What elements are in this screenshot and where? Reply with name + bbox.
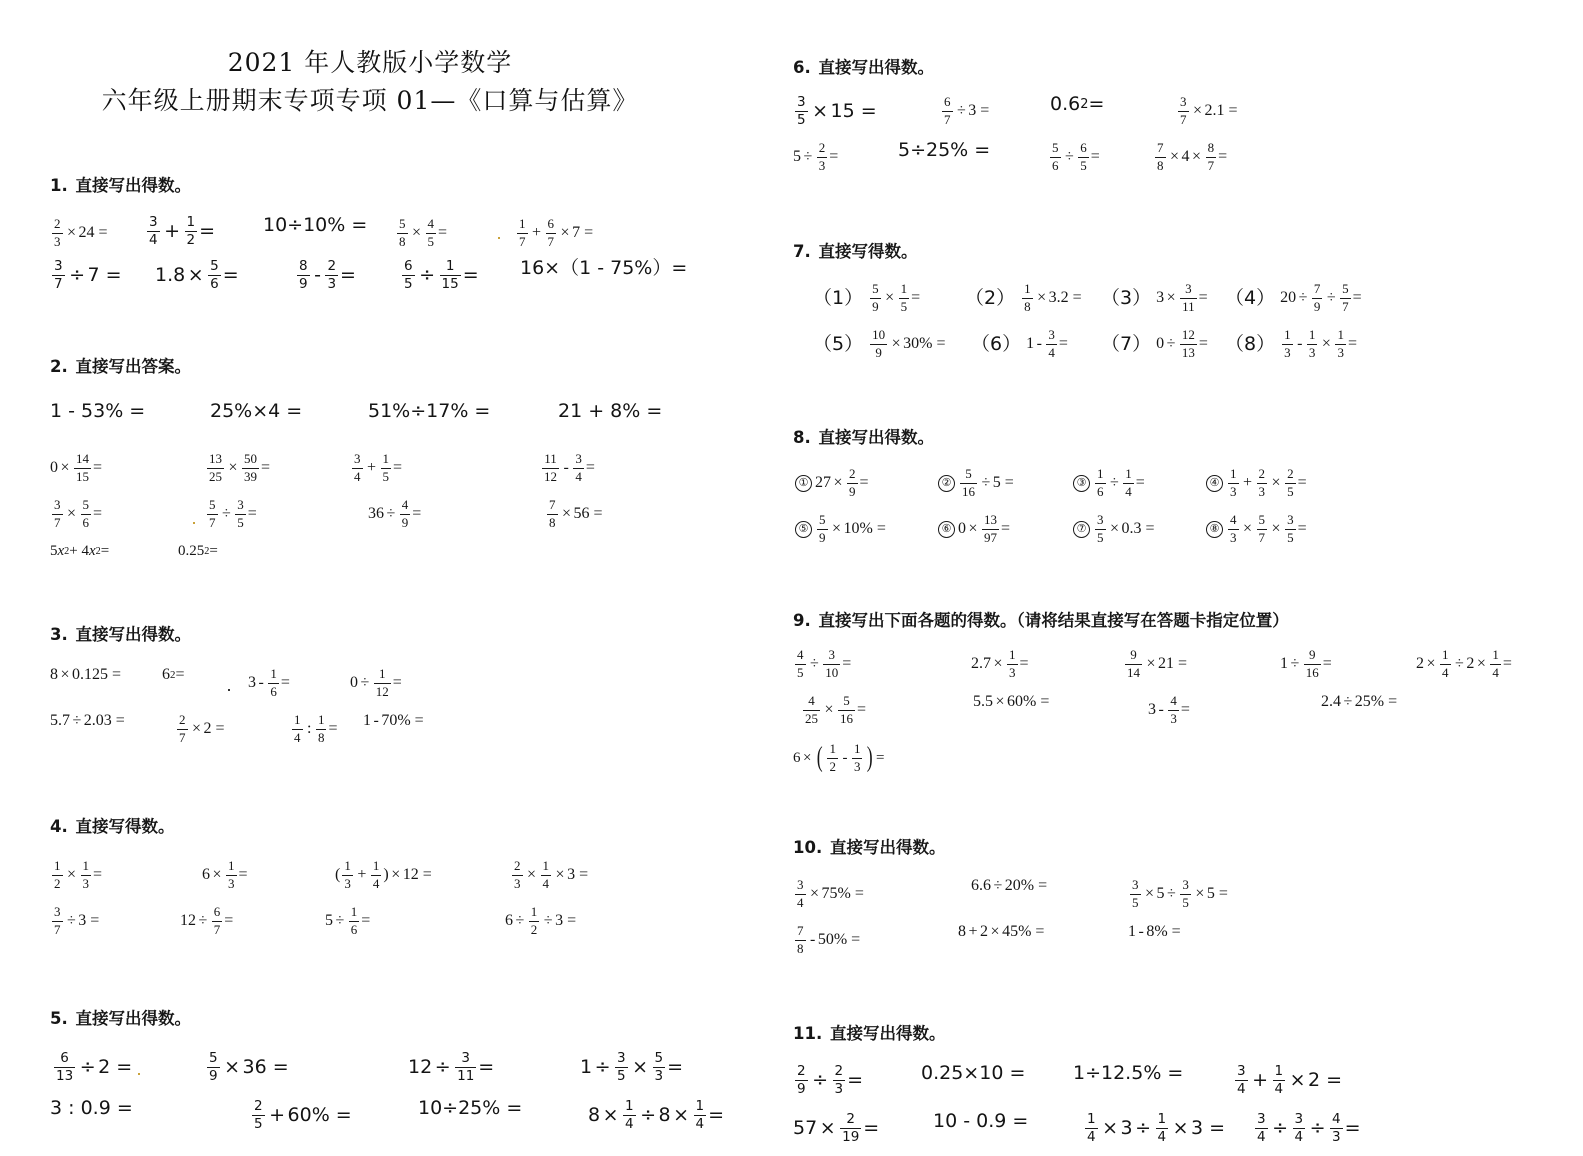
problem-item: 8 × $\frac{1}{4}$ ÷ 8 × $\frac{1}{4}$ = xyxy=(588,1098,725,1133)
problem-item: 1 - 70% = xyxy=(363,712,424,729)
problem-item: （6） 1 - $\frac{3}{4}$ = xyxy=(971,327,1068,360)
problem-item: 16×（1 - 75%）= xyxy=(520,257,688,279)
problem-item: ( $\frac{1}{3}$ + $\frac{1}{4}$ ) × 12 = xyxy=(335,858,432,891)
problem-row xyxy=(793,282,1553,326)
problem-row xyxy=(50,1051,750,1095)
problem-item: （4） 20 ÷ $\frac{7}{9}$ ÷ $\frac{5}{7}$ = xyxy=(1225,281,1362,314)
problem-item: （5） $\frac{10}{9}$ × 30% = xyxy=(813,327,946,360)
problem-item: $\frac{2}{9}$ ÷ $\frac{2}{3}$ = xyxy=(797,1063,864,1098)
problem-label: （4） xyxy=(1225,286,1276,309)
problem-item: $\frac{4}{5}$ ÷ $\frac{3}{10}$ = xyxy=(797,647,852,680)
problem-item: ③ $\frac{1}{6}$ ÷ $\frac{1}{4}$ = xyxy=(1073,467,1145,499)
problem-item: $\frac{3}{7}$ ÷ 3 = xyxy=(54,904,100,937)
problem-item: $\frac{5}{7}$ ÷ $\frac{3}{5}$ = xyxy=(209,497,257,530)
problem-item: （1） $\frac{5}{9}$ × $\frac{1}{5}$ = xyxy=(813,281,921,314)
problem-item: 36 ÷ $\frac{4}{9}$ = xyxy=(368,497,422,530)
problem-label: ⑦ xyxy=(1073,521,1090,538)
problem-item: $\frac{3}{4}$ × 75% = xyxy=(797,877,864,910)
problem-item: 0.6 2 = xyxy=(1050,93,1105,115)
problem-item: 3 : 0.9 = xyxy=(50,1097,133,1119)
problem-item: 5.7 ÷ 2.03 = xyxy=(50,712,125,729)
problem-item: $\frac{2}{7}$ × 2 = xyxy=(179,712,225,745)
section-heading-6: 6. 直接写出得数。 xyxy=(793,58,934,77)
problem-item: （3） 3 × $\frac{3}{11}$ = xyxy=(1101,281,1208,314)
problem-item: （8） $\frac{1}{3}$ - $\frac{1}{3}$ × $\frac{1}{3}$ = xyxy=(1225,327,1357,360)
problem-item: $\frac{1}{2}$ × $\frac{1}{3}$ = xyxy=(54,858,103,891)
title-line-2: 六年级上册期末专项专项 01—《口算与估算》 xyxy=(101,86,639,115)
problem-label: ⑤ xyxy=(795,521,812,538)
problem-item: $\frac{6}{7}$ ÷ 3 = xyxy=(944,94,990,127)
problem-row xyxy=(793,95,1553,139)
problem-item: $\frac{7}{8}$ × 56 = xyxy=(549,497,603,530)
problem-item: 1÷12.5% = xyxy=(1073,1062,1184,1084)
problem-item: $\frac{2}{3}$ × $\frac{1}{4}$ × 3 = xyxy=(514,858,589,891)
problem-item: 2.7 × $\frac{1}{3}$ = xyxy=(971,647,1029,680)
problem-item: 5 ÷ $\frac{1}{6}$ = xyxy=(325,904,371,937)
problem-item: $\frac{3}{4}$ + $\frac{1}{4}$ × 2 = xyxy=(1237,1063,1343,1098)
problem-item: 6.6 ÷ 20% = xyxy=(971,877,1048,894)
section-heading-8: 8. 直接写出得数。 xyxy=(793,428,934,447)
problem-item: 5÷25% = xyxy=(898,139,991,161)
problem-item: （2） $\frac{1}{8}$ × 3.2 = xyxy=(965,281,1082,314)
problem-item: $\frac{3}{5}$ × 5 ÷ $\frac{3}{5}$ × 5 = xyxy=(1132,877,1228,910)
problem-item: $\frac{3}{7}$ × $\frac{5}{6}$ = xyxy=(54,497,103,530)
problem-row xyxy=(50,1099,750,1143)
problem-row xyxy=(50,402,750,446)
problem-item: 0.25 2 = xyxy=(178,543,218,559)
problem-label: ⑧ xyxy=(1206,521,1223,538)
problem-item: $\frac{1}{4}$ × 3 ÷ $\frac{1}{4}$ × 3 = xyxy=(1087,1111,1226,1146)
problem-row xyxy=(50,452,750,496)
section-heading-4: 4. 直接写得数。 xyxy=(50,817,175,836)
problem-item: （7） 0 ÷ $\frac{12}{13}$ = xyxy=(1101,327,1208,360)
problem-row xyxy=(50,215,750,259)
problem-label: （8） xyxy=(1225,332,1276,355)
problem-item: $\frac{3}{4}$ + $\frac{1}{2}$ = xyxy=(149,214,216,249)
section-heading-5: 5. 直接写出得数。 xyxy=(50,1009,191,1028)
problem-item: 2 × $\frac{1}{4}$ ÷ 2 × $\frac{1}{4}$ = xyxy=(1416,647,1512,680)
problem-item: 21 + 8% = xyxy=(558,400,663,422)
section-heading-2: 2. 直接写出答案。 xyxy=(50,357,191,376)
title-line-1: 2021 年人教版小学数学 xyxy=(227,48,513,77)
problem-item: 51%÷17% = xyxy=(368,400,491,422)
problem-item: $\frac{5}{6}$ ÷ $\frac{6}{5}$ = xyxy=(1052,140,1100,173)
problem-item: 3 - $\frac{1}{6}$ = xyxy=(248,666,290,699)
problem-item: $\frac{7}{8}$ - 50% = xyxy=(797,923,861,956)
problem-row xyxy=(50,259,750,303)
problem-item: $\frac{3}{7}$ ÷ 7 = xyxy=(54,258,122,293)
problem-item: 57 × $\frac{2}{19}$ = xyxy=(793,1111,880,1146)
problem-item: $\frac{1}{4}$ : $\frac{1}{8}$ = xyxy=(294,712,338,745)
problem-item: $\frac{2}{3}$ × 24 = xyxy=(54,216,108,249)
problem-row xyxy=(793,1112,1553,1156)
problem-label: ② xyxy=(938,475,955,492)
problem-item: 6 ÷ $\frac{1}{2}$ ÷ 3 = xyxy=(505,904,577,937)
problem-item: $\frac{3}{5}$ × 15 = xyxy=(797,94,877,129)
problem-item: $\frac{1}{7}$ + $\frac{6}{7}$ × 7 = xyxy=(519,216,594,249)
problem-item: ⑧ $\frac{4}{3}$ × $\frac{5}{7}$ × $\frac{3}{5}$ = xyxy=(1206,513,1307,545)
problem-item: ⑥ 0 × $\frac{13}{97}$ = xyxy=(938,513,1010,545)
problem-item: $\frac{3}{4}$ ÷ $\frac{3}{4}$ ÷ $\frac{4}{3}$ = xyxy=(1257,1111,1361,1146)
section-heading-9: 9. 直接写出下面各题的得数。（请将结果直接写在答题卡指定位置） xyxy=(793,611,1289,630)
problem-row xyxy=(50,667,750,711)
problem-item: 5 x 2 + 4 x 2 = xyxy=(50,543,110,559)
problem-item: 8 + 2 × 45% = xyxy=(958,923,1045,940)
problem-item: $\frac{7}{8}$ × 4 × $\frac{8}{7}$ = xyxy=(1157,140,1228,173)
problem-item: 0.25×10 = xyxy=(921,1062,1026,1084)
problem-row xyxy=(50,859,750,903)
problem-item: $\frac{3}{7}$ × 2.1 = xyxy=(1180,94,1238,127)
section-heading-1: 1. 直接写出得数。 xyxy=(50,176,191,195)
problem-label: （1） xyxy=(813,286,864,309)
problem-item: 1 - 8% = xyxy=(1128,923,1181,940)
problem-item: 8 × 0.125 = xyxy=(50,666,122,683)
problem-row xyxy=(793,141,1553,185)
problem-item: 0 ÷ $\frac{1}{12}$ = xyxy=(350,666,402,699)
section-heading-3: 3. 直接写出得数。 xyxy=(50,625,191,644)
problem-label: （6） xyxy=(971,332,1022,355)
left-column xyxy=(50,0,750,1143)
problem-row xyxy=(793,742,1553,786)
problem-item: 12 ÷ $\frac{6}{7}$ = xyxy=(180,904,234,937)
problem-item: 25%×4 = xyxy=(210,400,303,422)
problem-row xyxy=(793,648,1553,692)
problem-item: 2.4 ÷ 25% = xyxy=(1321,693,1398,710)
problem-item: ② $\frac{5}{16}$ ÷ 5 = xyxy=(938,467,1014,499)
problem-row xyxy=(50,713,750,757)
problem-item: 6 × $\frac{1}{3}$ = xyxy=(202,858,248,891)
problem-row xyxy=(50,905,750,949)
right-column xyxy=(793,0,1553,1156)
problem-row xyxy=(50,544,750,574)
section-heading-7: 7. 直接写得数。 xyxy=(793,242,918,261)
problem-label: ③ xyxy=(1073,475,1090,492)
problem-label: （5） xyxy=(813,332,864,355)
problem-item: $\frac{9}{14}$ × 21 = xyxy=(1127,647,1188,680)
problem-item: 1 ÷ $\frac{3}{5}$ × $\frac{5}{3}$ = xyxy=(580,1050,684,1085)
problem-item: 5.5 × 60% = xyxy=(973,693,1050,710)
problem-item: $\frac{11}{12}$ - $\frac{3}{4}$ = xyxy=(544,451,595,484)
document-title xyxy=(50,44,690,120)
problem-label: ⑥ xyxy=(938,521,955,538)
problem-label: ④ xyxy=(1206,475,1223,492)
problem-item: 0 × $\frac{14}{15}$ = xyxy=(50,451,103,484)
problem-row xyxy=(793,1064,1553,1108)
section-heading-11: 11. 直接写出得数。 xyxy=(793,1024,946,1043)
problem-item: 5 ÷ $\frac{2}{3}$ = xyxy=(793,140,839,173)
problem-label: ① xyxy=(795,475,812,492)
problem-item: 10÷10% = xyxy=(263,214,368,236)
problem-item: 1 ÷ $\frac{9}{16}$ = xyxy=(1280,647,1332,680)
problem-row xyxy=(793,694,1553,738)
problem-item: $\frac{6}{13}$ ÷ 2 = xyxy=(56,1050,133,1085)
problem-row xyxy=(793,924,1553,968)
problem-item: ⑤ $\frac{5}{9}$ × 10% = xyxy=(795,513,886,545)
problem-row xyxy=(50,498,750,542)
problem-row xyxy=(793,328,1553,372)
problem-item: $\frac{8}{9}$ - $\frac{2}{3}$ = xyxy=(299,258,356,293)
problem-item: $\frac{2}{5}$ + 60% = xyxy=(254,1098,352,1133)
problem-item: 6 2 = xyxy=(162,666,185,683)
problem-item: $\frac{5}{9}$ × 36 = xyxy=(209,1050,289,1085)
problem-item: 3 - $\frac{4}{3}$ = xyxy=(1148,693,1190,726)
problem-item: 1 - 53% = xyxy=(50,400,146,422)
problem-item: ① 27 × $\frac{2}{9}$ = xyxy=(795,467,869,499)
problem-item: 10÷25% = xyxy=(418,1097,523,1119)
problem-item: 6 × ( $\frac{1}{2}$ - $\frac{1}{3}$ ) = xyxy=(793,741,885,774)
problem-label: （3） xyxy=(1101,286,1152,309)
problem-item: $\frac{3}{4}$ + $\frac{1}{5}$ = xyxy=(354,451,403,484)
problem-item: $\frac{5}{8}$ × $\frac{4}{5}$ = xyxy=(399,216,448,249)
problem-item: $\frac{13}{25}$ × $\frac{50}{39}$ = xyxy=(209,451,271,484)
problem-item: $\frac{6}{5}$ ÷ $\frac{1}{15}$ = xyxy=(404,258,479,293)
problem-item: 12 ÷ $\frac{3}{11}$ = xyxy=(408,1050,495,1085)
problem-row xyxy=(793,467,1553,511)
problem-item: ⑦ $\frac{3}{5}$ × 0.3 = xyxy=(1073,513,1155,545)
problem-item: 10 - 0.9 = xyxy=(933,1110,1029,1132)
section-heading-10: 10. 直接写出得数。 xyxy=(793,838,946,857)
problem-item: 1.8 × $\frac{5}{6}$ = xyxy=(155,258,239,293)
problem-row xyxy=(793,513,1553,557)
problem-label: （2） xyxy=(965,286,1016,309)
problem-label: （7） xyxy=(1101,332,1152,355)
problem-item: $\frac{4}{25}$ × $\frac{5}{16}$ = xyxy=(805,693,867,726)
problem-item: ④ $\frac{1}{3}$ + $\frac{2}{3}$ × $\frac{2}{5}$ = xyxy=(1206,467,1307,499)
problem-row xyxy=(793,878,1553,922)
